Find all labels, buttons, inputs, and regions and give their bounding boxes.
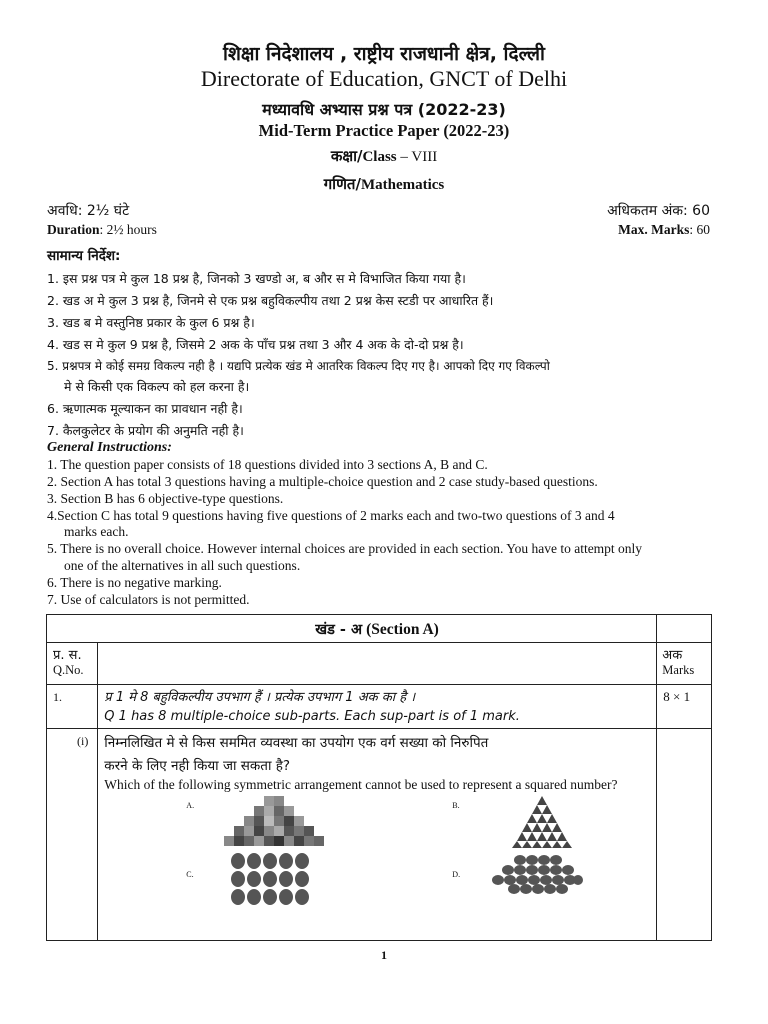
option-c-label: C.	[186, 870, 194, 879]
subject-line: गणित/Mathematics	[323, 175, 445, 193]
hindi-instruction-6: 6. ऋणात्मक मूल्याकन का प्रावधान नही है।	[47, 401, 243, 416]
options-figure	[104, 793, 650, 909]
section-title: खंड - अ (Section A)	[98, 615, 657, 643]
english-instruction-7: 7. Use of calculators is not permitted.	[47, 592, 250, 607]
sub-question-i-hindi-2: करने के लिए नही किया जा सकता है?	[104, 758, 291, 774]
hindi-instruction-5: 5. प्रश्नपत्र मे कोई समग्र विकल्प नही है । यद्यपि प्रत्येक खंड मे आतरिक विकल्प दिए गए है। आपको दिए गए विकल्पो	[47, 359, 550, 373]
duration-hindi: अवधि: 2½ घंटे	[47, 203, 130, 219]
question-1-number: 1.	[53, 690, 62, 704]
question-1-hindi: प्र 1 मे 8 बहुविकल्पीय उपभाग हैं । प्रत्येक उपभाग 1 अक का है ।	[104, 690, 416, 705]
english-title: Directorate of Education, GNCT of Delhi	[200, 66, 568, 91]
english-instructions-heading: General Instructions:	[47, 440, 172, 455]
english-instruction-4-cont: marks each.	[64, 524, 129, 539]
section-header-row	[47, 615, 712, 643]
hindi-instruction-1: 1. इस प्रश्न पत्र मे कुल 18 प्रश्न है, जिनको 3 खण्डो अ, ब और स मे विभाजित किया गया है।	[47, 271, 466, 286]
hindi-instruction-4: 4. खड स मे कुल 9 प्रश्न है, जिसमे 2 अक के पाँच प्रश्न तथा 3 और 4 अक के दो-दो प्रश्न है।	[47, 337, 464, 352]
question-1-marks: 8 × 1	[663, 689, 691, 704]
hindi-instruction-3: 3. खड ब मे वस्तुनिष्ठ प्रकार के कुल 6 प्रश्न है।	[47, 315, 255, 330]
question-1-english: Q 1 has 8 multiple-choice sub-parts. Each sup-part is of 1 mark.	[104, 709, 520, 724]
sub-question-i-english: Which of the following symmetric arrangement cannot be used to represent a squared number?	[104, 777, 618, 792]
sub-question-i-row	[47, 729, 712, 941]
english-instruction-5: 5. There is no overall choice. However internal choices are provided in each section. You have to attempt only	[47, 541, 643, 556]
question-1-row	[47, 685, 712, 729]
option-d-hexagon-dots	[492, 855, 584, 895]
option-a-square-pyramid	[224, 796, 324, 848]
class-line: कक्षा/Class – VIII	[330, 147, 438, 165]
hindi-instruction-7: 7. कैलकुलेटर के प्रयोग की अनुमति नही है।	[47, 423, 244, 438]
english-instruction-6: 6. There is no negative marking.	[47, 575, 222, 590]
english-instruction-3: 3. Section B has 6 objective-type questions.	[47, 491, 284, 506]
qno-header: प्र. स. Q.No.	[47, 643, 98, 685]
page-number: 1	[381, 948, 387, 962]
option-b-label: B.	[452, 801, 460, 810]
hindi-instruction-5-cont: मे से किसी एक विकल्प को हल करना है।	[64, 379, 250, 394]
english-paper-title: Mid-Term Practice Paper (2022-23)	[258, 121, 510, 140]
max-marks-english: Max. Marks: 60	[618, 222, 710, 237]
hindi-paper-title: मध्यावधि अभ्यास प्रश्न पत्र (2022-23)	[262, 100, 506, 119]
sub-question-i-number: (i)	[77, 734, 89, 748]
hindi-title: शिक्षा निदेशालय , राष्ट्रीय राजधानी क्षेत्र, दिल्ली	[223, 43, 545, 65]
hindi-instructions-heading: सामान्य निर्देश:	[47, 248, 121, 264]
english-instruction-1: 1. The question paper consists of 18 questions divided into 3 sections A, B and C.	[47, 457, 488, 472]
questions-table	[46, 614, 712, 941]
duration-english: Duration: 2½ hours	[47, 222, 157, 237]
option-d-label: D.	[452, 870, 461, 879]
option-b-triangle-arrangement	[492, 796, 592, 848]
sub-question-i-hindi-1: निम्नलिखित मे से किस सममित व्यवस्था का उपयोग एक वर्ग सख्या को निरुपित	[104, 735, 489, 751]
option-c-oval-grid	[230, 853, 310, 905]
english-instruction-2: 2. Section A has total 3 questions having a multiple-choice question and 2 case study-based questions.	[47, 474, 598, 489]
hindi-instruction-2: 2. खड अ मे कुल 3 प्रश्न है, जिनमे से एक प्रश्न बहुविकल्पीय तथा 2 प्रश्न केस स्टडी पर आधारित हैं।	[47, 293, 494, 308]
english-instruction-5-cont: one of the alternatives in all such questions.	[64, 558, 301, 573]
option-a-label: A.	[186, 801, 195, 810]
column-header-row	[47, 643, 712, 685]
english-instruction-4: 4.Section C has total 9 questions having five questions of 2 marks each and two-two questions of 3 and 4	[47, 508, 615, 523]
marks-header: अक Marks	[657, 643, 712, 685]
max-marks-hindi: अधिकतम अंक: 60	[607, 203, 710, 219]
